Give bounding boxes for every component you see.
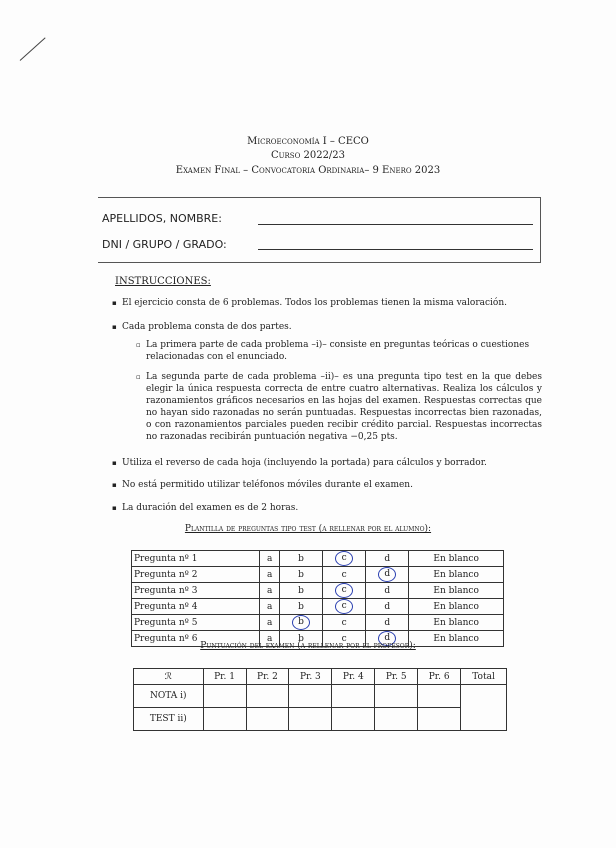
answer-option[interactable]	[279, 567, 322, 583]
answer-letter: b	[298, 585, 304, 596]
answer-letter: d	[384, 585, 391, 596]
answer-option[interactable]	[366, 583, 409, 599]
instruction-item: ▪ No está permitido utilizar teléfonos móviles durante el examen.	[122, 479, 542, 491]
score-row	[134, 708, 507, 731]
answer-letter: a	[266, 617, 273, 628]
circled-answer: c	[335, 551, 353, 566]
score-cell[interactable]	[418, 708, 461, 731]
subject-title: Microeconomía I – CECO	[247, 136, 369, 147]
answer-option[interactable]	[279, 583, 322, 599]
answer-option[interactable]	[323, 615, 366, 631]
answer-option[interactable]	[260, 599, 279, 615]
score-header: Pr. 5	[375, 669, 418, 685]
dni-field[interactable]	[258, 249, 533, 250]
answer-letter: b	[298, 569, 304, 580]
blank-option[interactable]: En blanco	[409, 599, 504, 615]
answer-letter: a	[266, 585, 273, 596]
answer-option[interactable]	[279, 599, 322, 615]
score-cell[interactable]	[289, 685, 332, 708]
score-cell[interactable]	[332, 685, 375, 708]
score-cell[interactable]	[375, 708, 418, 731]
name-field[interactable]	[258, 224, 533, 225]
answer-letter: d	[384, 553, 391, 564]
answer-letter: b	[298, 601, 304, 612]
score-header: Pr. 4	[332, 669, 375, 685]
question-label: Pregunta nº 4	[132, 599, 260, 615]
score-cell[interactable]	[203, 708, 246, 731]
score-header-row	[134, 669, 507, 685]
answer-letter: d	[384, 617, 391, 628]
blank-option[interactable]: En blanco	[409, 551, 504, 567]
score-row-label: TEST ii)	[134, 708, 204, 731]
blank-option[interactable]: En blanco	[409, 567, 504, 583]
name-label: APELLIDOS, NOMBRE:	[102, 212, 222, 225]
score-row	[134, 685, 507, 708]
score-cell[interactable]	[203, 685, 246, 708]
score-cell[interactable]	[418, 685, 461, 708]
answer-option[interactable]	[260, 583, 279, 599]
question-row	[132, 583, 504, 599]
score-cell[interactable]	[332, 708, 375, 731]
answer-letter: b	[298, 553, 304, 564]
score-cell[interactable]	[246, 708, 289, 731]
score-sheet-title: Puntuación del examen (a rellenar por el profesor):	[200, 641, 416, 651]
answer-letter: c	[341, 569, 347, 580]
circled-answer: d	[378, 631, 396, 646]
score-header: Pr. 6	[418, 669, 461, 685]
test-sheet-title: Plantilla de preguntas tipo test (a rellenar por el alumno):	[184, 524, 432, 534]
instruction-item: ▪ La duración del examen es de 2 horas.	[122, 502, 542, 514]
question-label: Pregunta nº 2	[132, 567, 260, 583]
score-header: Pr. 2	[246, 669, 289, 685]
instructions-title: INSTRUCCIONES:	[115, 276, 211, 287]
answer-option[interactable]	[323, 551, 366, 567]
score-cell[interactable]	[375, 685, 418, 708]
blank-option[interactable]: En blanco	[409, 631, 504, 647]
answer-option[interactable]	[260, 551, 279, 567]
circled-answer: c	[335, 583, 353, 598]
instruction-item: ▪ Utiliza el reverso de cada hoja (incluyendo la portada) para cálculos y borrador.	[122, 457, 542, 469]
score-header: Total	[461, 669, 507, 685]
question-label: Pregunta nº 5	[132, 615, 260, 631]
answer-option[interactable]	[366, 551, 409, 567]
answer-option[interactable]	[260, 567, 279, 583]
answer-option[interactable]	[279, 615, 322, 631]
answer-letter: b	[298, 633, 304, 644]
score-header: Pr. 3	[289, 669, 332, 685]
instruction-item: ▪ Cada problema consta de dos partes.	[122, 321, 542, 333]
instruction-item: ▪ El ejercicio consta de 6 problemas. Todos los problemas tienen la misma valoración.	[122, 297, 542, 309]
answer-option[interactable]	[366, 567, 409, 583]
answer-option[interactable]	[366, 599, 409, 615]
total-cell[interactable]	[461, 685, 507, 731]
answer-letter: a	[266, 633, 273, 644]
instruction-subitem: ▫ La primera parte de cada problema –i)– consiste en preguntas teóricas o cuestiones relacionadas con el enunciado.	[146, 339, 542, 363]
question-label: Pregunta nº 1	[132, 551, 260, 567]
answer-option[interactable]	[323, 599, 366, 615]
score-row-label: NOTA i)	[134, 685, 204, 708]
score-header: Pr. 1	[203, 669, 246, 685]
question-row	[132, 551, 504, 567]
answer-option[interactable]	[279, 551, 322, 567]
question-row	[132, 615, 504, 631]
exam-title: Examen Final – Convocatoria Ordinaria– 9 Enero 2023	[175, 165, 441, 176]
question-label: Pregunta nº 6	[132, 631, 260, 647]
blank-option[interactable]: En blanco	[409, 615, 504, 631]
circled-answer: d	[378, 567, 396, 582]
answer-letter: c	[341, 633, 347, 644]
question-row	[132, 599, 504, 615]
pencil-mark	[20, 37, 46, 60]
dni-label: DNI / GRUPO / GRADO:	[102, 238, 227, 251]
circled-answer: c	[335, 599, 353, 614]
student-id-box	[98, 197, 541, 263]
answer-letter: d	[384, 601, 391, 612]
question-label: Pregunta nº 3	[132, 583, 260, 599]
course-title: Curso 2022/23	[270, 150, 346, 161]
answer-option[interactable]	[366, 615, 409, 631]
score-cell[interactable]	[246, 685, 289, 708]
instruction-subitem: ▫ La segunda parte de cada problema –ii)– es una pregunta tipo test en la que debes elegir la única respuesta correcta de entre cuatro alternativas. Realiza los cálculos y razonamientos gráficos necesarios en las hojas del examen. Respuestas correctas que no hayan sido razonadas no serán puntuadas. Respuestas incorrectas bien razonadas, o con razonamientos parciales pueden recibir crédito parcial. Respuestas incorrectas no razonadas recibirán puntuación negativa −0,25 pts.	[146, 371, 542, 443]
score-table	[133, 668, 507, 731]
answer-letter: a	[266, 553, 273, 564]
score-header: ℛ	[134, 669, 204, 685]
answer-letter: a	[266, 601, 273, 612]
circled-answer: b	[292, 615, 310, 630]
question-row	[132, 567, 504, 583]
test-answer-table	[131, 550, 504, 647]
answer-option[interactable]	[323, 583, 366, 599]
answer-letter: a	[266, 569, 273, 580]
score-cell[interactable]	[289, 708, 332, 731]
answer-letter: c	[341, 617, 347, 628]
answer-option[interactable]	[260, 615, 279, 631]
blank-option[interactable]: En blanco	[409, 583, 504, 599]
answer-option[interactable]	[323, 567, 366, 583]
